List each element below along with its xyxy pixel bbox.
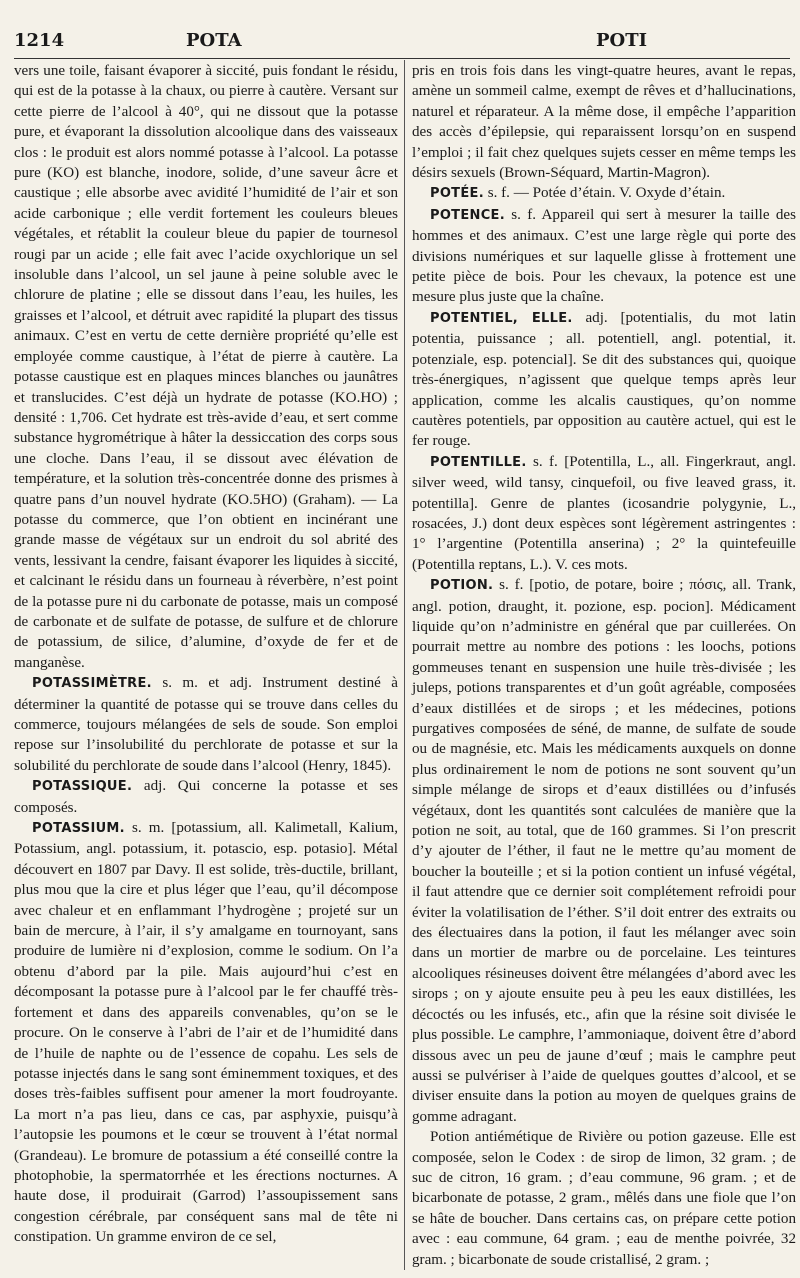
entry-potentille: POTENTILLE. s. f. [Potentilla, L., all. Fingerkraut, angl. silver weed, wild tansy, cinquefoil, ou five leaved grass, it. potentilla]. Genre de plantes (icosandrie polygynie, L., rosacées, J.) dont deux espèces sont légèrement astringentes : 1° l’argentine (Potentilla anserina) ; 2° la quintefeuille (Potentilla reptans, L.). V. ces mots. bbox=[412, 453, 796, 573]
entry-continuation: pris en trois fois dans les vingt-quatre heures, avant le repas, amène un sommeil calme, exempt de rêves et d’hallucinations, naturel et réparateur. A la même dose, il empêche l’apparition des accès d’épilepsie, qui reparaissent lorsqu’on en suspend l’emploi ; il fait chez quelques sujets cesser en même temps les désirs sexuels (Brown-Séquard, Martin-Magron). bbox=[412, 63, 796, 182]
headword: POTENTIEL, ELLE. bbox=[430, 310, 573, 326]
left-column bbox=[14, 61, 398, 1248]
page-header bbox=[0, 30, 800, 60]
headword: POTENTILLE. bbox=[430, 454, 527, 470]
headword: POTÉE. bbox=[430, 186, 484, 202]
right-running-head: POTI bbox=[596, 30, 648, 51]
entry-potassium: POTASSIUM. s. m. [potassium, all. Kalimetall, Kalium, Potassium, angl. potassium, it. potascio, esp. potasio]. Métal découvert en 1807 par Davy. Il est solide, très-ductile, brillant, plus mou que la cire et plus léger que l’eau, qu’il décompose avec chaleur et en enflammant l’hydrogène ; projeté sur un bain de mercure, à l’air, il s’y amalgame en tournoyant, sans produire de lumière ni d’explosion, comme le sodium. On l’a obtenu d’abord par la pile. Mais aujourd’hui c’est en décomposant la potasse pure à l’alcool par le fer chauffé très-fortement et dans des appareils convenables, qu’on se le procure. On le conserve à l’abri de l’air et de l’humidité dans de l’huile de naphte ou de l’essence de copahu. Les sels de potasse injectés dans le sang sont éminemment toxiques, et des doses très-faibles suffisent pour amener la mort foudroyante. La mort n’a pas lieu, dans ce cas, par asphyxie, puisqu’à l’autopsie les poumons et le cœur se trouvent à l’état normal (Grandeau). Le bromure de potassium a été conseillé contre la photophobie, la spermatorrhée et les érections nocturnes. A haute dose, il produirait (Garrod) l’assoupissement sans congestion cérébrale, par conséquent sans mal de tête ni constipation. Un gramme environ de ce sel, bbox=[14, 820, 398, 1246]
column-divider bbox=[404, 60, 405, 1270]
entry-continuation: vers une toile, faisant évaporer à siccité, puis fondant le résidu, qui est de la potasse à la chaux, ou pierre à cautère. Versant sur cette pierre de l’alcool à 40°, qui ne dissout que la potasse pure, et évaporant la dissolution alcoolique dans des vaisseaux clos : le produit est alors nommé potasse à l’alcool. La potasse pure (KO) est blanche, inodore, solide, d’une saveur âcre et caustique ; elle absorbe avec avidité l’humidité de l’air et son acide carbonique ; elle verdit fortement les couleurs bleues végétales, et rétablit la couleur bleue du papier de tournesol rougi par un acide ; elle fait avec l’acide oxychlorique un sel insoluble dans l’alcool, un sel jaune à peine soluble avec le chlorure de platine ; elle se dissout dans l’eau, les huiles, les graisses et l’alcool, et détruit avec rapidité la plupart des tissus animaux. C’est en vertu de cette dernière propriété qu’elle est employée comme caustique, à l’état de pierre à cautère. La potasse caustique est en plaques minces blanches ou jaunâtres et translucides. C’est déjà un hydrate de potasse (KO.HO) ; densité : 1,706. Cet hydrate est très-avide d’eau, et sert comme substance hygrométrique à hâter la dessiccation des corps sous une cloche. Dans l’eau, il se dissout avec élévation de température, et la solution très-concentrée donne des prismes à quatre pans d’un nouvel hydrate (KO.5HO) (Graham). — La potasse du commerce, que l’on obtient en incinérant une grande masse de végétaux sur un endroit du sol abrité des vents, lessivant la cendre, faisant évaporer les liquides à siccité, et calcinant le résidu dans un fourneau à réverbère, n’est point de la potasse pure ni du carbonate de potasse, mais un composé de carbonate et de sulfate de potasse, de sulfure et de chlorure de potassium, de silice, d’alumine, d’oxyde de fer et de manganèse. bbox=[14, 63, 398, 671]
entry-potee: POTÉE. s. f. — Potée d’étain. V. Oxyde d’étain. bbox=[430, 185, 726, 202]
headword: POTENCE. bbox=[430, 207, 505, 223]
headword: POTION. bbox=[430, 578, 494, 594]
left-running-head: POTA bbox=[186, 30, 242, 51]
right-column bbox=[412, 61, 796, 1270]
entry-potassique: POTASSIQUE. adj. Qui concerne la potasse et ses composés. bbox=[14, 778, 398, 816]
headword: POTASSIQUE. bbox=[32, 779, 133, 795]
entry-potion: POTION. s. f. [potio, de potare, boire ; πόσις, all. Trank, angl. potion, draught, it. pozione, esp. pocion]. Médicament liquide qu’on n’administre en général que par cuillerées. On pourrait mettre au nombre des potions : les loochs, potions gommeuses tenant en suspension une huile très-divisée ; les juleps, potions transparentes et d’un goût agréable, composées d’eaux distillées et de sirops ; et les médecines, potions purgatives composées de séné, de manne, de sulfate de soude ou de magnésie, etc. Mais les médicaments auxquels on donne plus ordinairement le nom de potions ne sont souvent qu’un simple mélange de sirops et d’eaux distillées ou d’infusés végétaux, dont les quantités sont calculées de manière que la potion ne soit, au total, que de 160 grammes. Si l’on prescrit d’y ajouter de l’éther, il faut ne le mettre qu’au moment de boucher la bouteille ; et si la potion contient un infusé végétal, il faut attendre que ce dernier soit complétement refroidi pour éviter la volatilisation de l’éther. S’il doit entrer des extraits ou des électuaires dans la potion, il faut les mélanger avec soin dans un mortier de marbre ou de porcelaine. Les teintures alcooliques résineuses doivent être mélangées d’abord avec les sirops ; on y ajoute ensuite peu à peu les eaux distillées, les décoctés ou les infusés, etc., afin que la résine soit divisée le plus possible. Le camphre, l’ammoniaque, doivent être d’abord dissous avec un peu de jaune d’œuf ; mais le camphre peut aussi se pulvériser à l’aide de quelques gouttes d’alcool, et se diviser ensuite dans la potion au moyen de quelques grains de gomme adragant. bbox=[412, 577, 796, 1125]
entry-potence: POTENCE. s. f. Appareil qui sert à mesurer la taille des hommes et des animaux. C’est une large règle qui porte des divisions numériques et sur laquelle glisse à frottement une petite pièce de bois. Pour les chevaux, la potence est une mesure plus juste que la chaîne. bbox=[412, 206, 796, 306]
headword: POTASSIUM. bbox=[32, 821, 125, 837]
header-rule bbox=[14, 58, 790, 59]
headword: POTASSIMÈTRE. bbox=[32, 676, 152, 692]
entry-potentiel: POTENTIEL, ELLE. adj. [potentialis, du mot latin potentia, puissance ; all. potentiell, angl. potential, it. potenziale, esp. potencial]. Se dit des substances qui, quoique très-énergiques, n’agissent que quelque temps après leur application, comme les alcalis caustiques, qu’on nomme cautères potentiels, par opposition au cautère actuel, qui est le fer rouge. bbox=[412, 309, 797, 450]
entry-potion-riviere: Potion antiémétique de Rivière ou potion gazeuse. Elle est composée, selon le Codex : de sirop de limon, 32 gram. ; de suc de citron, 16 gram. ; d’eau commune, 96 gram. ; et de bicarbonate de potasse, 2 gram., mêlés dans une fiole que l’on se hâte de boucher. Dans certains cas, on prépare cette potion avec : eau commune, 64 gram. ; eau de menthe poivrée, 32 gram. ; bicarbonate de soude cristallisé, 2 gram. ; bbox=[412, 1129, 796, 1268]
page-number: 1214 bbox=[14, 30, 65, 51]
entry-potassimetre: POTASSIMÈTRE. s. m. et adj. Instrument destiné à déterminer la quantité de potasse qui se trouve dans celles du commerce, toujours mélangées de sels de soude. Son emploi repose sur l’insolubilité du perchlorate de potasse et sur la solubilité du perchlorate de soude dans l’alcool (Henry, 1845). bbox=[14, 675, 398, 774]
